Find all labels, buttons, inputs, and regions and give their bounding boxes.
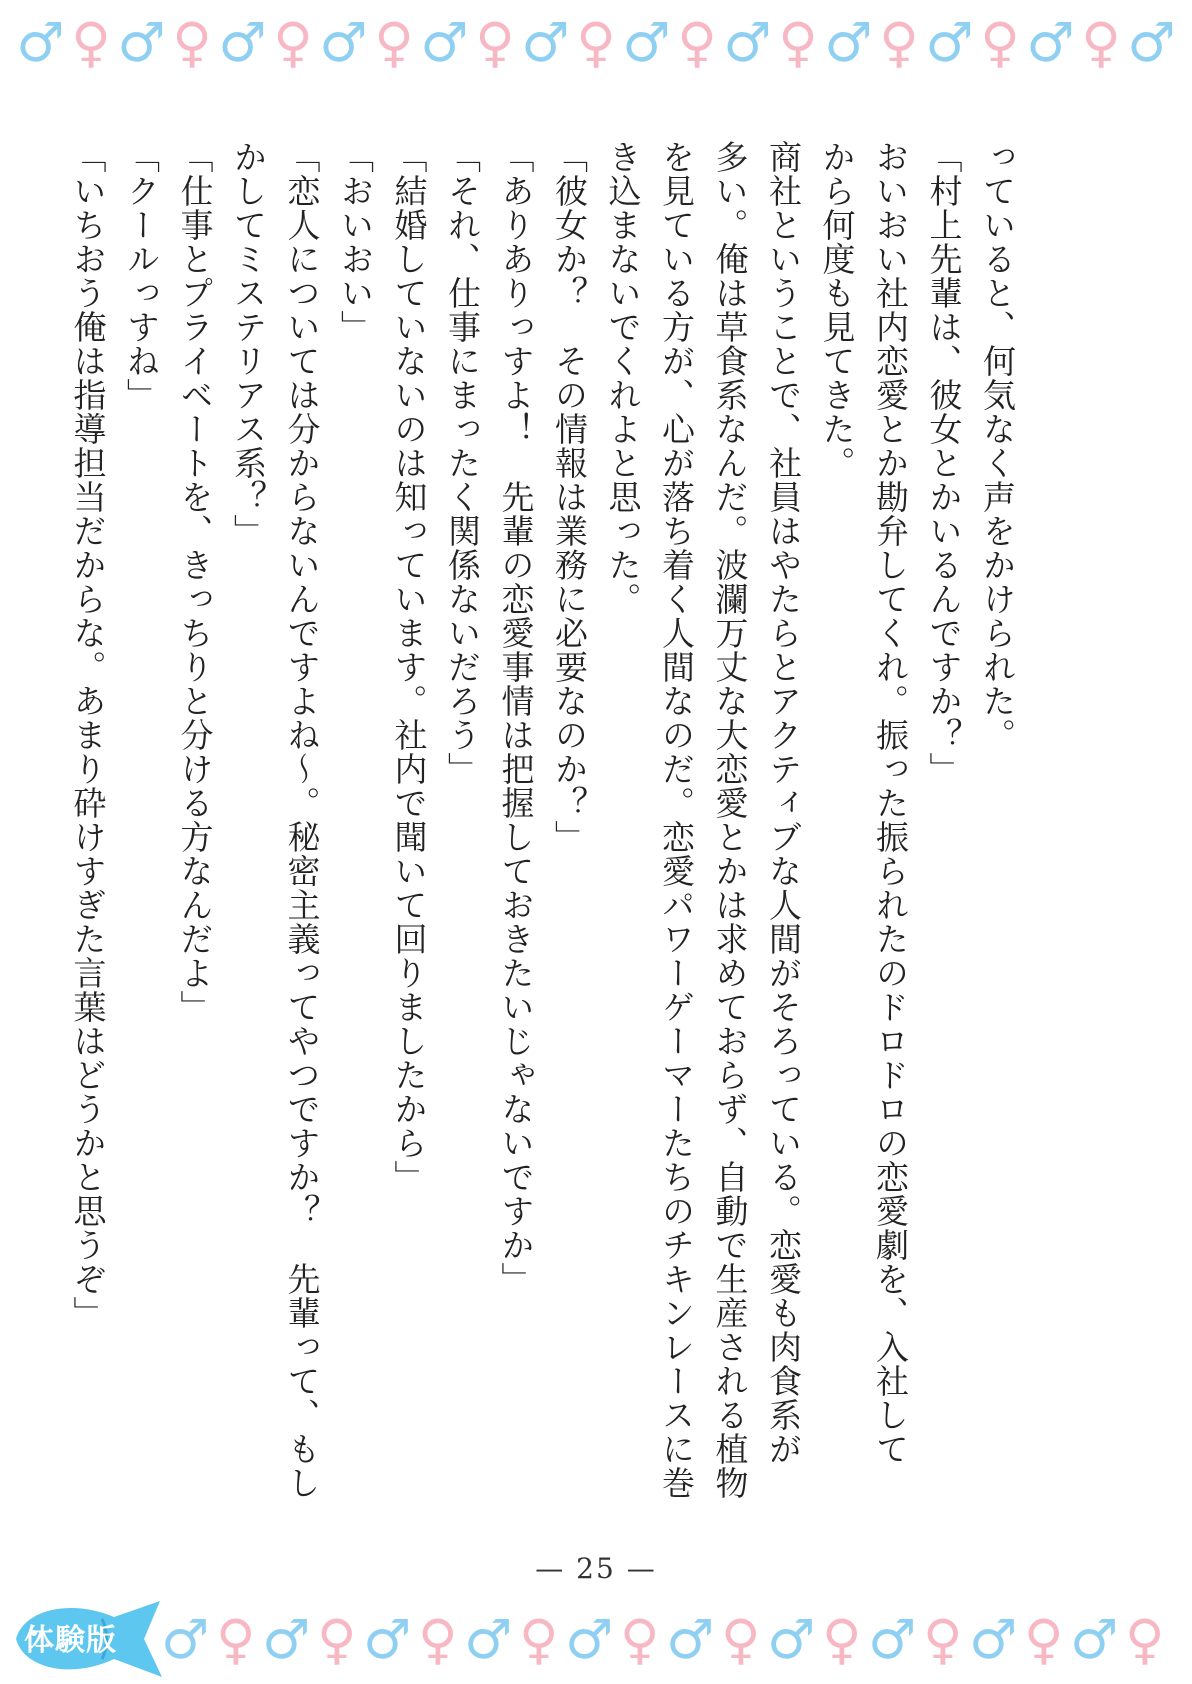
page-number: — 25 — (535, 1552, 657, 1585)
text-line: き込まないでくれよと思った。 (603, 140, 643, 616)
text-line: かしてミステリアス系？」 (229, 140, 268, 548)
female-symbol-icon: ♀ (980, 11, 1020, 74)
male-symbol-icon: ♂ (969, 1608, 1018, 1671)
text-line: おいおい社内恋愛とか勘弁してくれ。振った振られたのドロドロの恋愛劇を、入社して (871, 140, 910, 1466)
text-line: 商社ということで、社員はやたらとアクティブな人間がそろっている。恋愛も肉食系が (764, 140, 803, 1466)
text-line: 「恋人については分からないんですよね～。秘密主義ってやつですか？ 先輩って、もし (282, 140, 322, 1500)
female-symbol-icon: ♀ (172, 11, 212, 74)
text-line: 「結婚していないのは知っています。社内で聞いて回りましたから」 (389, 140, 429, 1194)
male-symbol-icon: ♂ (16, 11, 65, 74)
female-symbol-icon: ♀ (1023, 1608, 1064, 1671)
text-line: 「クールっすね」 (122, 140, 161, 412)
male-symbol-icon: ♂ (1026, 11, 1075, 74)
male-symbol-icon: ♂ (767, 1608, 816, 1671)
female-symbol-icon: ♀ (576, 11, 616, 74)
text-line: っていると、何気なく声をかけられた。 (978, 140, 1017, 752)
top-gender-symbol-border (0, 8, 1192, 78)
male-symbol-icon: ♂ (117, 11, 166, 74)
male-symbol-icon: ♂ (925, 11, 974, 74)
female-symbol-icon: ♀ (922, 1608, 963, 1671)
male-symbol-icon: ♂ (262, 1608, 311, 1671)
male-symbol-icon: ♂ (464, 1608, 513, 1671)
female-symbol-icon: ♀ (273, 11, 313, 74)
text-line: 「村上先輩は、彼女とかいるんですか？」 (924, 140, 964, 786)
text-line: 「いちおう俺は指導担当だからな。あまり砕けすぎた言葉はどうかと思うぞ」 (68, 140, 108, 1330)
male-symbol-icon: ♂ (824, 11, 873, 74)
female-symbol-icon: ♀ (518, 1608, 559, 1671)
text-line: 「それ、仕事にまったく関係ないだろう」 (443, 140, 482, 786)
female-symbol-icon: ♀ (821, 1608, 862, 1671)
female-symbol-icon: ♀ (1124, 1608, 1165, 1671)
female-symbol-icon: ♀ (475, 11, 515, 74)
trial-version-badge (10, 1595, 170, 1681)
text-line: を見ている方が、心が落ち着く人間なのだ。恋愛パワーゲーマーたちのチキンレースに巻 (657, 140, 696, 1500)
text-line: 「おいおい」 (336, 140, 375, 344)
text-line: から何度も見てきた。 (817, 140, 857, 480)
male-symbol-icon: ♂ (218, 11, 267, 74)
female-symbol-icon: ♀ (720, 1608, 761, 1671)
male-symbol-icon: ♂ (319, 11, 368, 74)
male-symbol-icon: ♂ (521, 11, 570, 74)
male-symbol-icon: ♂ (161, 1608, 210, 1671)
female-symbol-icon: ♀ (316, 1608, 357, 1671)
female-symbol-icon: ♀ (215, 1608, 256, 1671)
text-line: 「彼女か？ その情報は業務に必要なのか？」 (550, 140, 589, 854)
male-symbol-icon: ♂ (868, 1608, 917, 1671)
male-symbol-icon: ♂ (363, 1608, 412, 1671)
male-symbol-icon: ♂ (666, 1608, 715, 1671)
male-symbol-icon: ♂ (622, 11, 671, 74)
trial-version-label: 体験版 (24, 1623, 117, 1658)
text-line: 多い。俺は草食系なんだ。波瀾万丈な大恋愛とかは求めておらず、自動で生産される植物 (710, 140, 750, 1500)
male-symbol-icon: ♂ (723, 11, 772, 74)
female-symbol-icon: ♀ (879, 11, 919, 74)
female-symbol-icon: ♀ (677, 11, 717, 74)
male-symbol-icon: ♂ (420, 11, 469, 74)
bottom-gender-symbol-border (0, 1605, 1192, 1675)
male-symbol-icon: ♂ (1070, 1608, 1119, 1671)
female-symbol-icon: ♀ (417, 1608, 458, 1671)
male-symbol-icon: ♂ (565, 1608, 614, 1671)
vertical-body-text (68, 140, 1024, 1500)
female-symbol-icon: ♀ (71, 11, 111, 74)
text-line: 「仕事とプライベートを、きっちりと分ける方なんだよ」 (175, 140, 215, 1024)
text-line: 「ありありっすよ！ 先輩の恋愛事情は把握しておきたいじゃないですか」 (496, 140, 536, 1296)
female-symbol-icon: ♀ (619, 1608, 660, 1671)
female-symbol-icon: ♀ (1081, 11, 1121, 74)
male-symbol-icon: ♂ (1127, 11, 1176, 74)
female-symbol-icon: ♀ (778, 11, 818, 74)
female-symbol-icon: ♀ (374, 11, 414, 74)
